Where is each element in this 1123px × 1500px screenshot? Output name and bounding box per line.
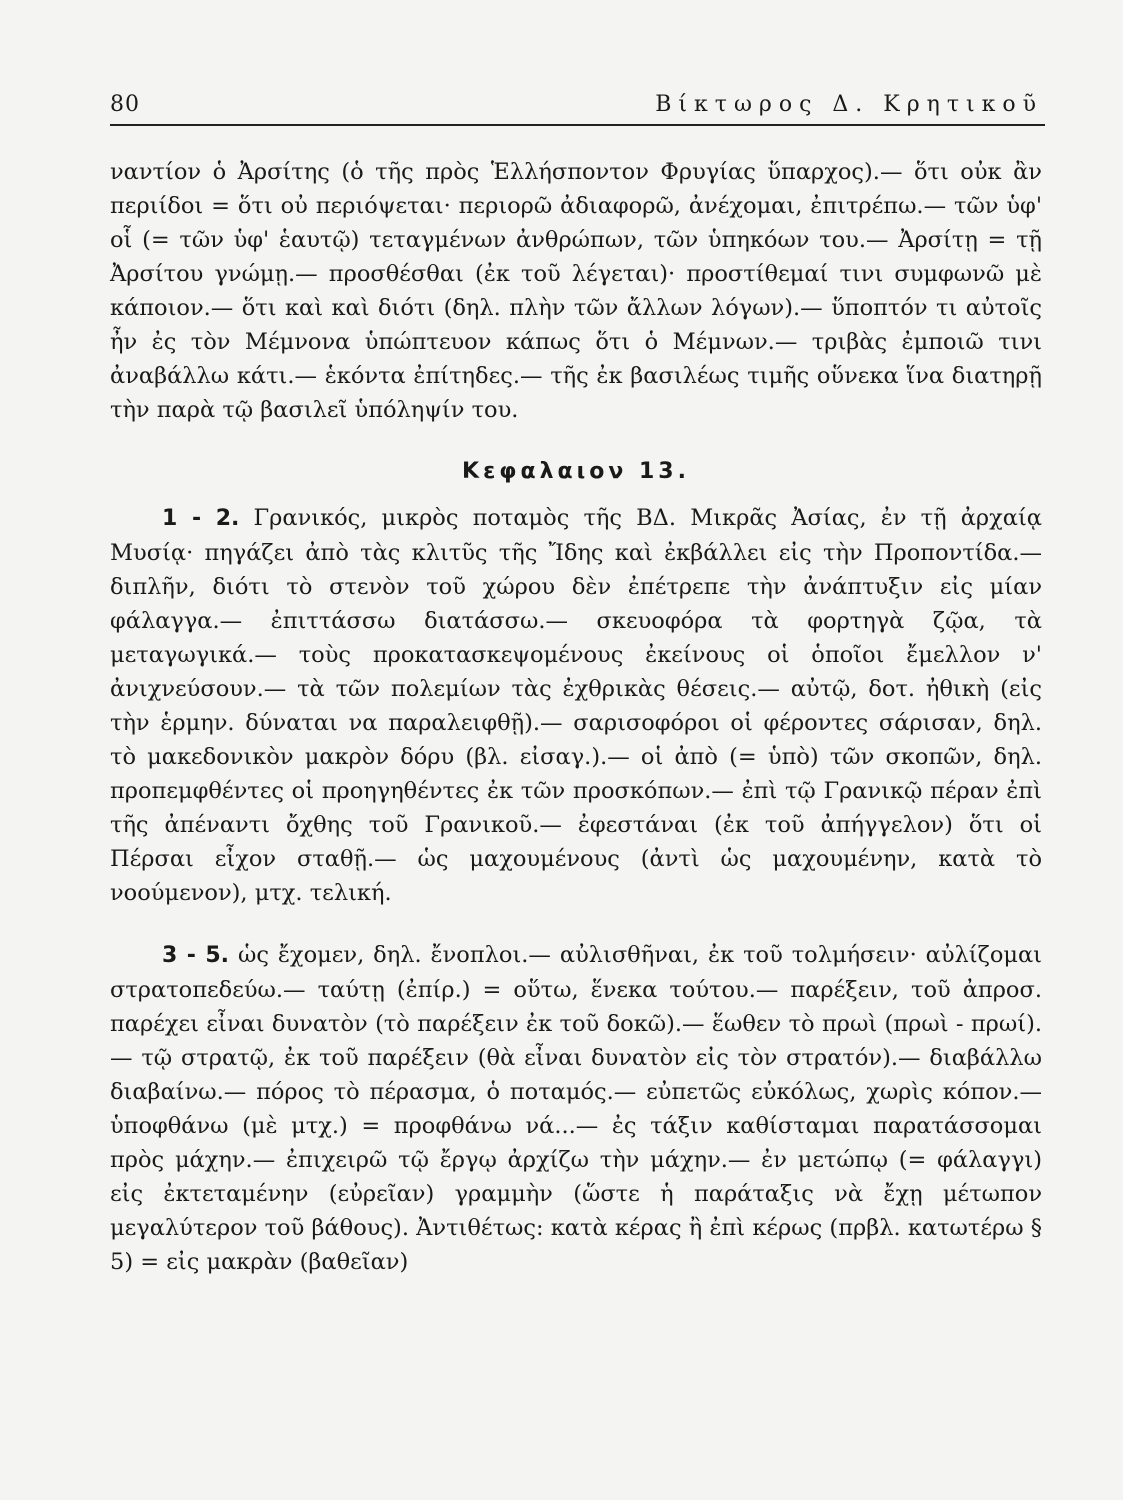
section-entry xyxy=(110,501,1042,910)
chapter-heading: Κεφαλαιον 13. xyxy=(462,459,690,484)
page-body xyxy=(110,155,1042,1279)
section-label: 3 - 5. xyxy=(162,943,230,968)
section-label: 1 - 2. xyxy=(162,506,240,531)
section-text: ὡς ἔχομεν, δηλ. ἔνοπλοι.— αὐλισθῆναι, ἐκ τοῦ τολμήσειν· αὐλίζομαι στρατοπεδεύω.— ταύτῃ (ἐπίρ.) = οὕτω, ἕνεκα τούτου.— παρέξειν, τοῦ ἀπροσ. παρέχει εἶναι δυνατὸν (τὸ παρέξειν ἐκ τοῦ δοκῶ).— ἕωθεν τὸ πρωὶ (πρωὶ - πρωί).— τῷ στρατῷ, ἐκ τοῦ παρέξειν (θὰ εἶναι δυνατὸν εἰς τὸν στρατόν).— διαβάλλω διαβαίνω.— πόρος τὸ πέρασμα, ὁ ποταμός.— εὐπετῶς εὐκόλως, χωρὶς κόπον.— ὑποφθάνω (μὲ μτχ.) = προφθάνω νά...— ἐς τάξιν καθίσταμαι παρατάσσομαι πρὸς μάχην.— ἐπιχειρῶ τῷ ἔργῳ ἀρχίζω τὴν μάχην.— ἐν μετώπῳ (= φάλαγγι) εἰς ἐκτεταμένην (εὐρεῖαν) γραμμὴν (ὥστε ἡ παράταξις νὰ ἔχῃ μέτωπον μεγαλύτερον τοῦ βάθους). Ἀντιθέτως: κατὰ κέρας ἢ ἐπὶ κέρως (πρβλ. κατωτέρω § 5) = εἰς μακρὰν (βαθεῖαν) xyxy=(110,942,1043,1275)
section-text: Γρανικός, μικρὸς ποταμὸς τῆς ΒΔ. Μικρᾶς Ἀσίας, ἐν τῇ ἀρχαίᾳ Μυσίᾳ· πηγάζει ἀπὸ τὰς κλιτῦς τῆς Ἴδης καὶ ἐκβάλλει εἰς τὴν Προποντίδα.— διπλῆν, διότι τὸ στενὸν τοῦ χώρου δὲν ἐπέτρεπε τὴν ἀνάπτυξιν εἰς μίαν φάλαγγα.— ἐπιττάσσω διατάσσω.— σκευοφόρα τὰ φορτηγὰ ζῷα, τὰ μεταγωγικά.— τοὺς προκατασκεψομένους ἐκείνους οἱ ὁποῖοι ἔμελλον ν' ἀνιχνεύσουν.— τὰ τῶν πολεμίων τὰς ἐχθρικὰς θέσεις.— αὐτῷ, δοτ. ἠθικὴ (εἰς τὴν ἑρμην. δύναται να παραλειφθῇ).— σαρισοφόροι οἱ φέροντες σάρισαν, δηλ. τὸ μακεδονικὸν μακρὸν δόρυ (βλ. εἰσαγ.).— οἱ ἀπὸ (= ὑπὸ) τῶν σκοπῶν, δηλ. προπεμφθέντες οἱ προηγηθέντες ἐκ τῶν προσκόπων.— ἐπὶ τῷ Γρανικῷ πέραν ἐπὶ τῆς ἀπέναντι ὄχθης τοῦ Γρανικοῦ.— ἐφεστάναι (ἐκ τοῦ ἀπήγγελον) ὅτι οἱ Πέρσαι εἶχον σταθῇ.— ὡς μαχουμένους (ἀντὶ ὡς μαχουμένην, κατὰ τὸ νοούμενον), μτχ. τελική. xyxy=(110,505,1043,906)
section-entry xyxy=(110,938,1042,1279)
running-head: Βίκτωρος Δ. Κρητικοῦ xyxy=(655,92,1043,117)
page-number: 80 xyxy=(110,92,140,117)
page-header xyxy=(110,88,1045,126)
commentary-paragraph: ναντίον ὁ Ἀρσίτης (ὁ τῆς πρὸς Ἑλλήσποντον Φρυγίας ὕπαρχος).— ὅτι οὐκ ἂν περιίδοι = ὅτι οὐ περιόψεται· περιορῶ ἀδιαφορῶ, ἀνέχομαι, ἐπιτρέπω.— τῶν ὑφ' οἷ (= τῶν ὑφ' ἑαυτῷ) τεταγμένων ἀνθρώπων, τῶν ὑπηκόων του.— Ἀρσίτῃ = τῇ Ἀρσίτου γνώμῃ.— προσθέσθαι (ἐκ τοῦ λέγεται)· προστίθεμαί τινι συμφωνῶ μὲ κάποιον.— ὅτι καὶ καὶ διότι (δηλ. πλὴν τῶν ἄλλων λόγων).— ὕποπτόν τι αὐτοῖς ἦν ἐς τὸν Μέμνονα ὑπώπτευον κάπως ὅτι ὁ Μέμνων.— τριβὰς ἐμποιῶ τινι ἀναβάλλω κάτι.— ἑκόντα ἐπίτηδες.— τῆς ἐκ βασιλέως τιμῆς οὕνεκα ἵνα διατηρῇ τὴν παρὰ τῷ βασιλεῖ ὑπόληψίν του. xyxy=(110,159,1042,423)
